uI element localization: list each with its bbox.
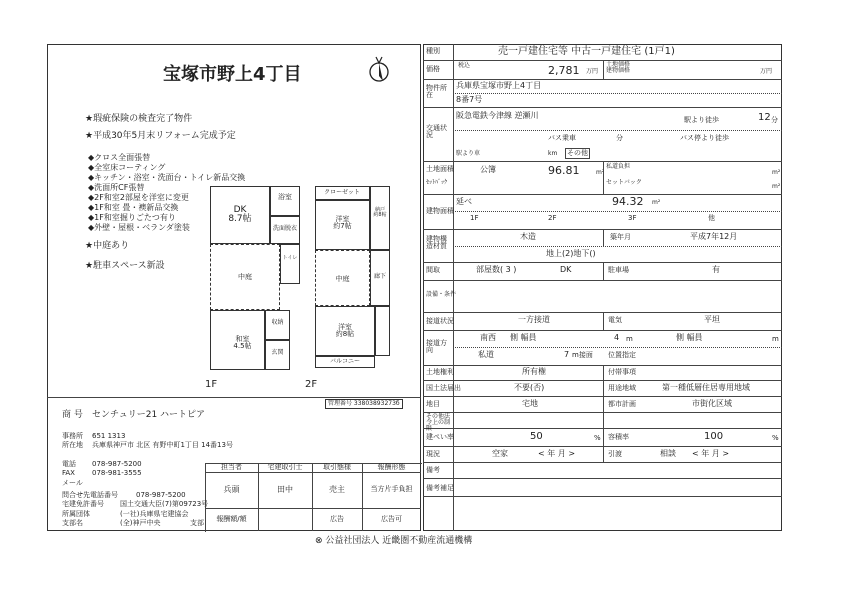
room-western-1: 洋室 約7帖 bbox=[333, 215, 352, 231]
transit-label: 交通状況 bbox=[426, 124, 447, 139]
land-area: 96.81 bbox=[548, 164, 580, 177]
structure-value: 木造 bbox=[520, 232, 536, 241]
utility-label: 電気 bbox=[608, 316, 622, 324]
current-value: 空家 bbox=[492, 449, 508, 458]
walk-unit: 分 bbox=[771, 116, 778, 124]
change-label: 付帯事項 bbox=[608, 368, 636, 376]
footer-org bbox=[315, 537, 472, 546]
room-storage-1f: 収納 bbox=[271, 319, 284, 326]
building-total-unit: m² bbox=[652, 199, 661, 206]
contact: 078-987-5200 bbox=[136, 491, 186, 499]
grid-broker: 田中 bbox=[277, 485, 293, 494]
assoc-label: 所属団体 bbox=[62, 510, 90, 518]
land-unit: m² bbox=[596, 169, 605, 176]
facilities-label: 設備・条件 bbox=[426, 291, 457, 298]
remarks-label: 備考 bbox=[426, 466, 440, 474]
room-balcony: バルコニー bbox=[329, 358, 360, 365]
room-wash: 洗面脱衣 bbox=[272, 225, 297, 232]
road-width-unit: m bbox=[626, 335, 633, 343]
price2-label: 土地価格 建物価格 bbox=[606, 61, 631, 74]
highlight-2: ★平成30年5月末リフォーム完成予定 bbox=[85, 131, 236, 141]
feature-7: ◆1F和室掘りごたつ有り bbox=[88, 213, 176, 222]
layout-type: DK bbox=[560, 265, 572, 274]
room-storage-2f: 納戸 約8帖 bbox=[373, 207, 387, 219]
room-toilet: トイレ bbox=[282, 255, 298, 261]
price-tax: 税込 bbox=[458, 62, 471, 69]
room-dk: DK 8.7帖 bbox=[228, 205, 252, 225]
land-cat-value: 宅地 bbox=[522, 399, 538, 408]
road-width-label-2: 側 幅員 bbox=[676, 333, 703, 342]
price-unit: 万円 bbox=[586, 68, 599, 75]
tel-label: 電話 bbox=[62, 460, 76, 468]
feature-1: ◆クロス全面張替 bbox=[88, 153, 151, 162]
delivery-value: 相談 bbox=[660, 449, 676, 458]
road-width-label: 側 幅員 bbox=[510, 333, 537, 342]
bus-unit: 分 bbox=[616, 134, 623, 142]
building-label: 建物面積 bbox=[426, 207, 454, 215]
addr: 兵庫県神戸市 北区 有野中町1丁目 14番13号 bbox=[92, 441, 233, 449]
org-logo-icon: ⊗ bbox=[315, 536, 326, 546]
building-total-label: 延べ bbox=[456, 197, 472, 206]
km-unit: km bbox=[548, 150, 558, 157]
city-label: 都市計画 bbox=[608, 400, 636, 408]
land-rights-value: 所有権 bbox=[522, 367, 546, 376]
highlight-1: ★瑕疵保険の検査完了物件 bbox=[85, 114, 193, 124]
feature-8: ◆外壁・屋根・ベランダ塗装 bbox=[88, 223, 190, 232]
private-road-unit: m² bbox=[772, 169, 781, 176]
national-label: 国土法届出 bbox=[426, 384, 461, 392]
grid-fee: 当方片手負担 bbox=[370, 485, 413, 493]
floor-2f: 2F bbox=[548, 214, 557, 222]
branch: (全)神戸中央 bbox=[120, 519, 161, 527]
bus-label: バス乗車 bbox=[548, 134, 576, 142]
extra-1: ★中庭あり bbox=[85, 241, 130, 251]
loc-line-1: 兵庫県宝塚市野上4丁目 bbox=[456, 81, 542, 90]
current-label: 現況 bbox=[426, 450, 440, 458]
feature-6: ◆1F和室 畳・襖新品交換 bbox=[88, 203, 179, 212]
land-label: 土地面積 bbox=[426, 165, 454, 173]
tel: 078-987-5200 bbox=[92, 460, 142, 468]
loc-label: 物件所在 bbox=[426, 84, 447, 99]
private-road-label: 私道 bbox=[478, 350, 494, 359]
bcr-value: 50 bbox=[530, 431, 543, 442]
delivery-date: < 年 月 > bbox=[692, 449, 730, 458]
property-title: 宝塚市野上4丁目 bbox=[163, 64, 302, 85]
city-value: 市街化区域 bbox=[692, 399, 732, 408]
road-dir-value: 南西 bbox=[480, 333, 496, 342]
assoc: (一社)兵庫県宅建協会 bbox=[120, 510, 189, 518]
branch-label: 支部名 bbox=[62, 519, 83, 527]
grid-head-4: 報酬形態 bbox=[377, 463, 406, 471]
setback-unit: m² bbox=[772, 183, 781, 190]
road-value: 一方接道 bbox=[518, 315, 550, 324]
feature-5: ◆2F和室2部屋を洋室に変更 bbox=[88, 193, 189, 202]
parking-label: 駐車場 bbox=[608, 266, 629, 274]
grid-fee-label: 報酬額/額 bbox=[216, 515, 247, 523]
grid-head-2: 宅建取引士 bbox=[267, 463, 303, 471]
notes-label: 備考補足 bbox=[426, 484, 454, 492]
bus-walk: バス停より徒歩 bbox=[680, 134, 729, 142]
fax: 078-981-3555 bbox=[92, 469, 142, 477]
road-label: 接道状況 bbox=[426, 317, 454, 325]
mail-label: メール bbox=[62, 479, 83, 487]
delivery-label: 引渡 bbox=[608, 450, 622, 458]
grid-head-3: 取引態様 bbox=[323, 463, 351, 471]
parking-value: 有 bbox=[712, 265, 720, 274]
other-transit: その他 bbox=[567, 149, 588, 157]
road-width-value: 4 bbox=[614, 333, 620, 342]
room-japanese: 和室 4.5帖 bbox=[233, 335, 252, 351]
national-value: 不要(否) bbox=[514, 383, 545, 392]
zoning-value: 第一種低層住居専用地域 bbox=[662, 383, 750, 392]
grid-ad-value: 広告可 bbox=[381, 515, 402, 523]
floor-3f: 3F bbox=[628, 214, 637, 222]
price-label: 価格 bbox=[426, 65, 440, 73]
land-note-1: ｾｯﾄﾊﾞｯｸ bbox=[426, 179, 448, 186]
far-value: 100 bbox=[704, 431, 724, 442]
management-number: 管理番号 33803893273б bbox=[325, 399, 403, 409]
feature-4: ◆洗面所CF張替 bbox=[88, 183, 145, 192]
grid-mode: 売主 bbox=[329, 485, 345, 494]
current-date: < 年 月 > bbox=[538, 449, 576, 458]
floor-1f: 1F bbox=[470, 214, 479, 222]
grid-staff: 兵頭 bbox=[223, 485, 240, 494]
feature-3: ◆キッチン・浴室・洗面台・トイレ新品交換 bbox=[88, 173, 246, 182]
floor-other: 他 bbox=[708, 214, 715, 222]
branch2: 支部 bbox=[190, 519, 204, 527]
road-width-unit-2: m bbox=[772, 335, 779, 343]
zoning-label: 用途地域 bbox=[608, 384, 636, 392]
setback: セットバック bbox=[606, 179, 642, 186]
grid-ad-label: 広告 bbox=[330, 515, 344, 523]
land-type: 公簿 bbox=[480, 165, 496, 174]
grid-head-1: 担当者 bbox=[221, 463, 242, 471]
transit-line: 阪急電鉄今津線 逆瀬川 bbox=[456, 111, 539, 120]
structure-label: 建物構造材質 bbox=[426, 235, 447, 250]
private-road: 私道負担 bbox=[606, 163, 631, 170]
layout-rooms: 部屋数( 3 ) bbox=[476, 265, 517, 274]
road-dir-label: 接道方向 bbox=[426, 339, 447, 354]
land-rights-label: 土地権利 bbox=[426, 368, 454, 376]
room-courtyard-2f: 中庭 bbox=[335, 275, 350, 283]
bcr-unit: % bbox=[594, 434, 601, 442]
built-value: 平成7年12月 bbox=[690, 232, 738, 241]
room-courtyard-1f: 中庭 bbox=[238, 273, 252, 281]
room-bath: 浴室 bbox=[278, 193, 292, 201]
position-label: 位置指定 bbox=[608, 351, 636, 359]
room-western-2: 洋室 約8帖 bbox=[335, 323, 355, 339]
price-value: 2,781 bbox=[548, 64, 580, 77]
far-unit: % bbox=[772, 434, 779, 442]
room-closet-2f: クローゼット bbox=[324, 189, 360, 196]
agent-name: センチュリー21 ハートピア bbox=[92, 410, 206, 420]
footer-text: 公益社団法人 近畿圏不動産流通機構 bbox=[325, 536, 473, 546]
compass-icon bbox=[368, 54, 390, 87]
addr-label: 所在地 bbox=[62, 441, 83, 449]
divider bbox=[47, 397, 421, 398]
floorplan-1f bbox=[210, 186, 305, 376]
license-label: 宅建免許番号 bbox=[62, 500, 104, 508]
floorplan-2f bbox=[315, 186, 395, 376]
feature-2: ◆全室床コーティング bbox=[88, 163, 166, 172]
floor-label-2f: 2F bbox=[305, 379, 318, 390]
land-cat-label: 地目 bbox=[426, 400, 440, 408]
building-total: 94.32 bbox=[612, 195, 644, 208]
floor-label-1f: 1F bbox=[205, 379, 218, 390]
office-code: 651 1313 bbox=[92, 432, 126, 440]
room-hall-2f: 廊下 bbox=[373, 273, 386, 280]
extra-2: ★駐車スペース新設 bbox=[85, 261, 165, 271]
frontage-label: m接面 bbox=[572, 351, 593, 359]
walk-label: 駅より徒歩 bbox=[684, 116, 719, 124]
loc-line-2: 8番7号 bbox=[456, 95, 483, 104]
office-label: 事務所 bbox=[62, 432, 83, 440]
built-label: 築年月 bbox=[610, 233, 631, 241]
agent-name-label: 商 号 bbox=[62, 410, 83, 420]
contact-label: 問合せ先電話番号 bbox=[62, 491, 118, 499]
type-value: 売一戸建住宅等 中古一戸建住宅 (1戸1) bbox=[498, 46, 675, 57]
layout-label: 間取 bbox=[426, 266, 440, 274]
price2-unit: 万円 bbox=[760, 68, 773, 75]
bcr-label: 建ぺい率 bbox=[426, 433, 454, 441]
frontage-value: 7 bbox=[564, 350, 570, 359]
fax-label: FAX bbox=[62, 469, 75, 477]
room-hall-1f: 玄関 bbox=[271, 349, 284, 356]
other-limit-label: その他法令上の制限 bbox=[426, 413, 451, 432]
station-car: 駅より車 bbox=[456, 150, 481, 157]
levels-value: 地上(2)地下() bbox=[546, 249, 596, 258]
type-label: 種別 bbox=[426, 47, 440, 55]
license: 国土交通大臣(7)第09723号 bbox=[120, 500, 209, 508]
far-label: 容積率 bbox=[608, 433, 629, 441]
utility-value: 平坦 bbox=[704, 315, 720, 324]
walk-value: 12 bbox=[758, 112, 771, 123]
